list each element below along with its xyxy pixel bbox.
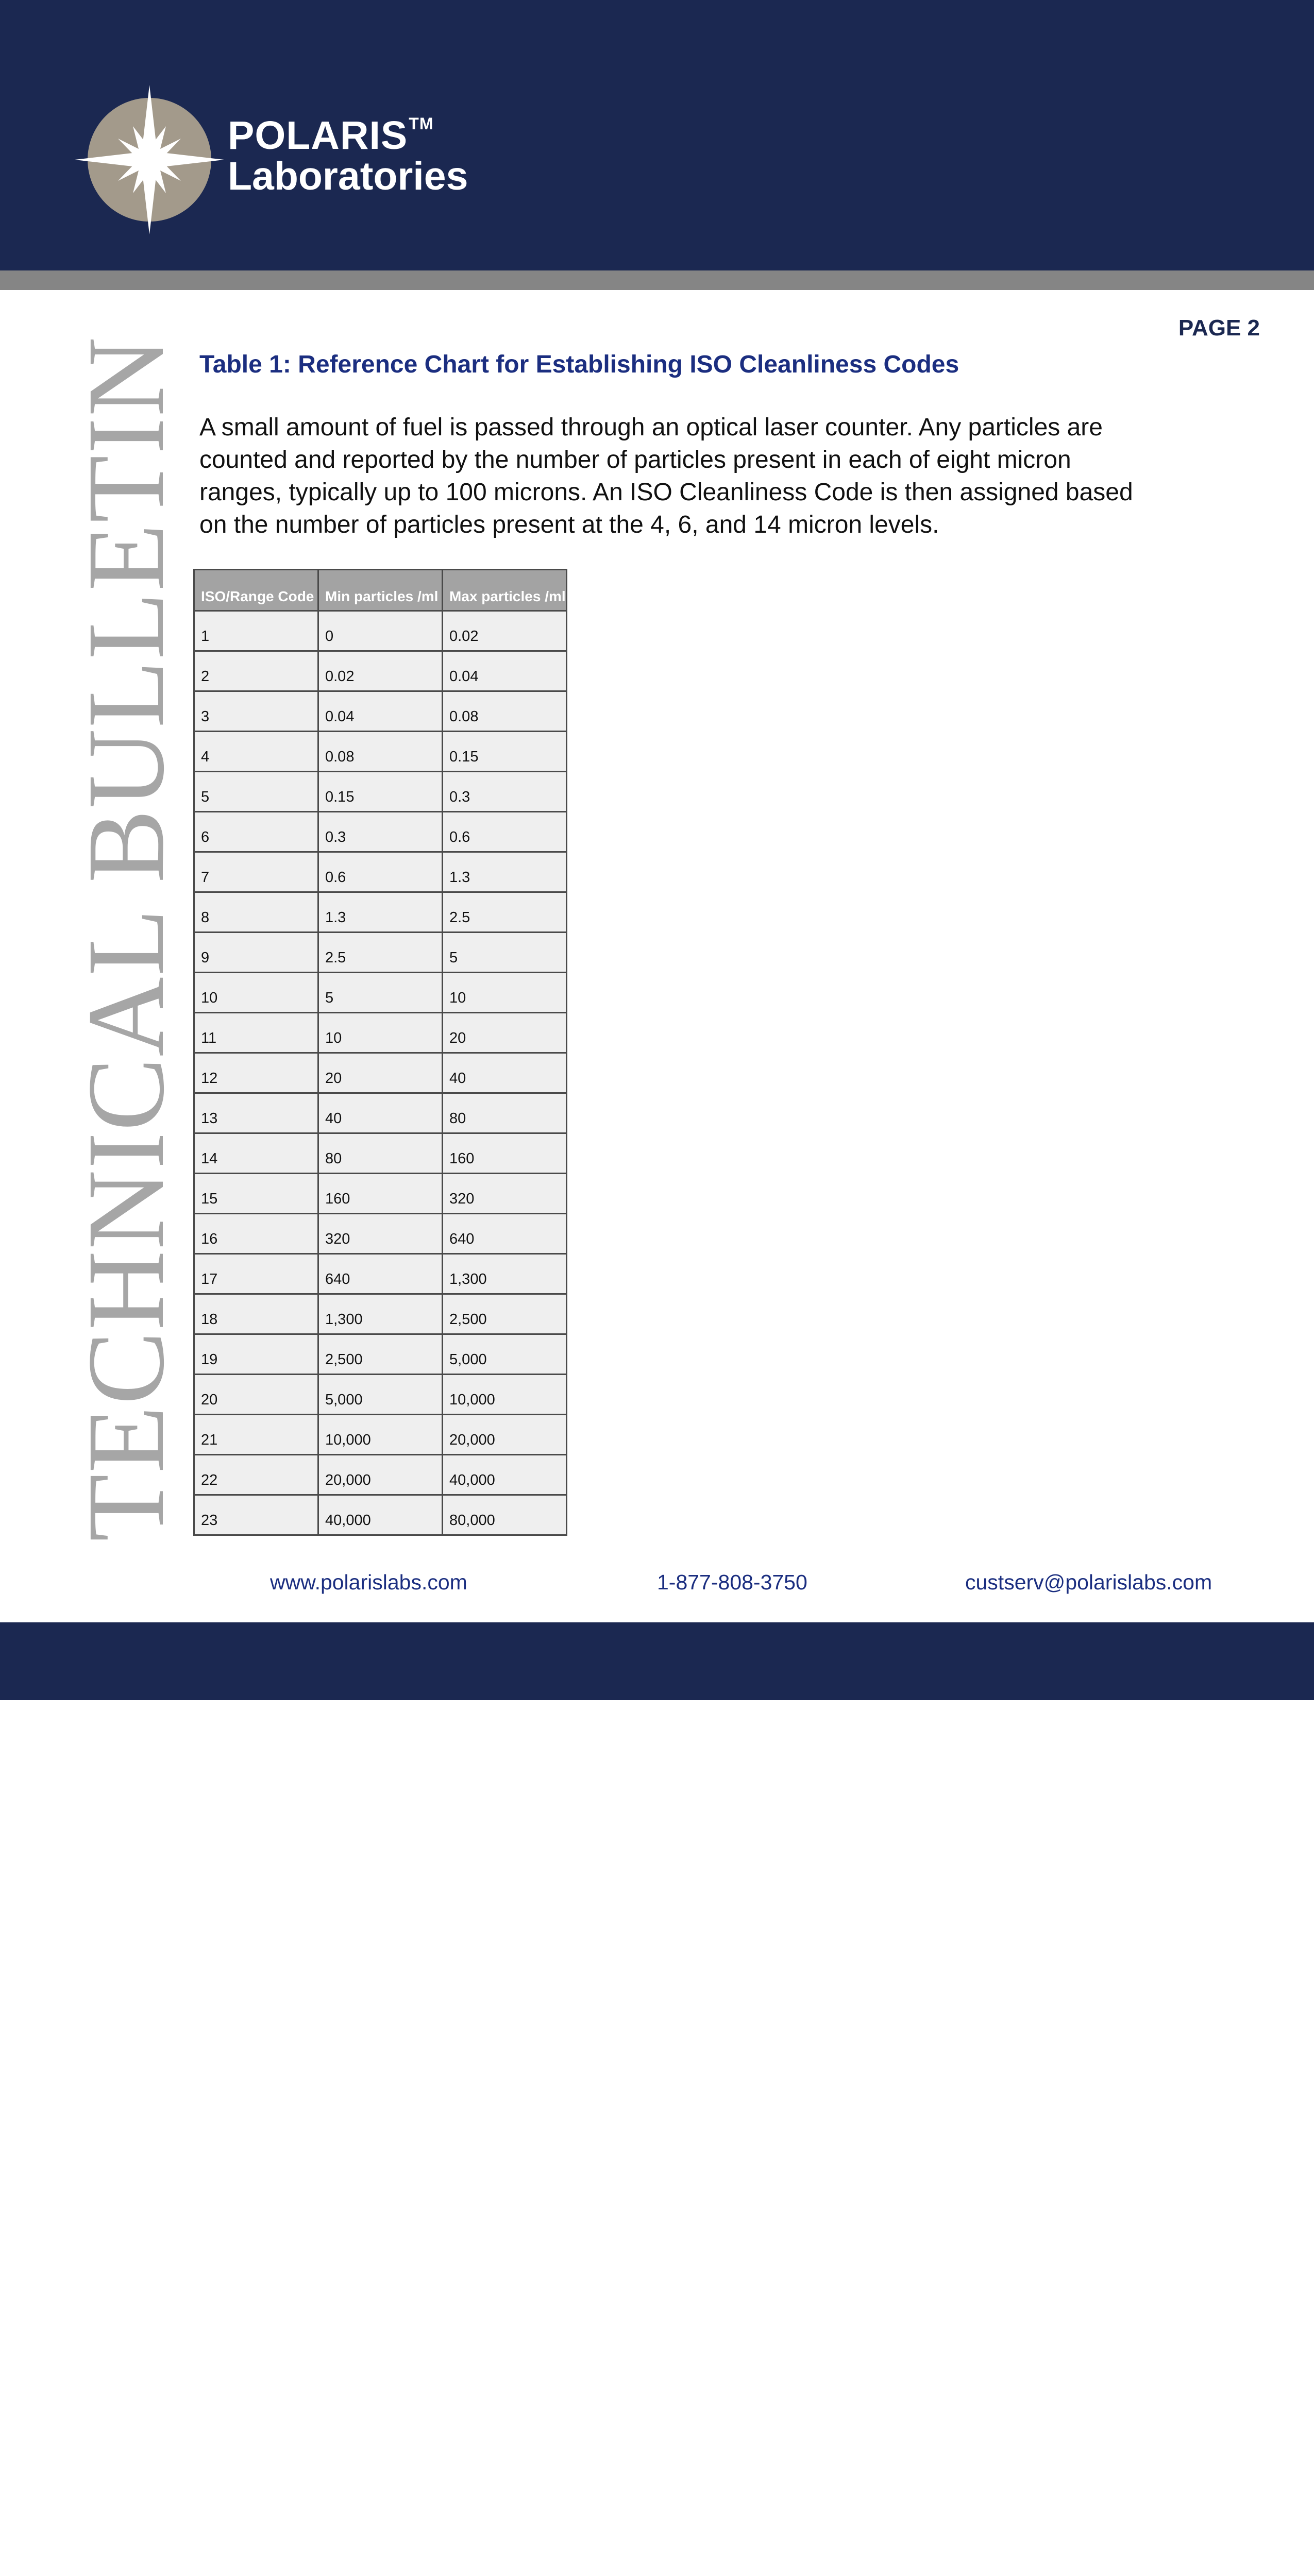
table-cell: 7 <box>194 852 318 892</box>
page-number: PAGE 2 <box>1178 315 1260 341</box>
table-row <box>194 1455 567 1495</box>
table-row <box>194 812 567 852</box>
table-cell: 14 <box>194 1133 318 1174</box>
table-cell: 80 <box>443 1093 567 1133</box>
table-cell: 1,300 <box>443 1254 567 1294</box>
table-row <box>194 1294 567 1334</box>
website-link[interactable]: www.polarislabs.com <box>270 1570 467 1594</box>
table-row <box>194 1375 567 1415</box>
table-cell: 10,000 <box>443 1375 567 1415</box>
table-cell: 2,500 <box>443 1294 567 1334</box>
table-cell: 3 <box>194 691 318 732</box>
table-row <box>194 1334 567 1375</box>
brand-subtitle: Laboratories <box>228 154 468 198</box>
intro-paragraph: A small amount of fuel is passed through an optical laser counter. Any particles are counted and reported by the number of particles present in each of eight micron ranges, typically up to 100 microns. An ISO Cleanliness Code is then assigned based on the number of particles present at the 4, 6, and 14 micron levels. <box>199 414 1133 538</box>
table-cell: 5 <box>194 772 318 812</box>
table-cell: 0 <box>318 611 443 651</box>
table-cell: 40,000 <box>318 1495 443 1535</box>
table-row <box>194 1133 567 1174</box>
table-body <box>194 611 567 1535</box>
table-cell: 1,300 <box>318 1294 443 1334</box>
table-cell: 40,000 <box>443 1455 567 1495</box>
table-row <box>194 1214 567 1254</box>
table-cell: 20,000 <box>443 1415 567 1455</box>
table-cell: 20 <box>194 1375 318 1415</box>
table-cell: 5 <box>443 933 567 973</box>
column-header: ISO/Range Code <box>194 570 318 611</box>
table-row <box>194 1495 567 1535</box>
table-row <box>194 732 567 772</box>
table-cell: 10 <box>318 1013 443 1053</box>
table-cell: 1.3 <box>443 852 567 892</box>
phone-number: 1-877-808-3750 <box>657 1570 807 1594</box>
table-cell: 15 <box>194 1174 318 1214</box>
table-row <box>194 973 567 1013</box>
table-cell: 320 <box>318 1214 443 1254</box>
table-row <box>194 1174 567 1214</box>
table-header-row <box>194 570 567 611</box>
table-cell: 12 <box>194 1053 318 1093</box>
table-row <box>194 892 567 933</box>
table-cell: 0.02 <box>318 651 443 691</box>
table-cell: 80 <box>318 1133 443 1174</box>
table-cell: 0.02 <box>443 611 567 651</box>
table-cell: 40 <box>318 1093 443 1133</box>
table-cell: 20,000 <box>318 1455 443 1495</box>
table-cell: 17 <box>194 1254 318 1294</box>
side-title-container <box>65 326 187 1552</box>
table-cell: 20 <box>443 1013 567 1053</box>
table-cell: 0.08 <box>443 691 567 732</box>
table-cell: 0.15 <box>318 772 443 812</box>
table-cell: 1.3 <box>318 892 443 933</box>
table-cell: 160 <box>318 1174 443 1214</box>
table-cell: 8 <box>194 892 318 933</box>
table-cell: 13 <box>194 1093 318 1133</box>
column-header: Min particles /ml <box>318 570 443 611</box>
table-row <box>194 1415 567 1455</box>
table-cell: 0.15 <box>443 732 567 772</box>
table-row <box>194 1254 567 1294</box>
table-cell: 0.6 <box>318 852 443 892</box>
table-row <box>194 611 567 651</box>
side-title: TECHNICAL BULLETIN <box>65 335 187 1542</box>
table-cell: 9 <box>194 933 318 973</box>
iso-cleanliness-table <box>193 569 567 1536</box>
table-cell: 11 <box>194 1013 318 1053</box>
table-cell: 4 <box>194 732 318 772</box>
table-cell: 1 <box>194 611 318 651</box>
table-row <box>194 1093 567 1133</box>
table-cell: 19 <box>194 1334 318 1375</box>
brand-trademark: TM <box>409 114 434 133</box>
table-title: Table 1: Reference Chart for Establishing ISO Cleanliness Codes <box>199 351 959 378</box>
table-cell: 10 <box>194 973 318 1013</box>
table-cell: 2,500 <box>318 1334 443 1375</box>
table-cell: 80,000 <box>443 1495 567 1535</box>
table-cell: 5 <box>318 973 443 1013</box>
table-cell: 2.5 <box>443 892 567 933</box>
table-cell: 2 <box>194 651 318 691</box>
column-header: Max particles /ml <box>443 570 567 611</box>
table-row <box>194 772 567 812</box>
table-row <box>194 651 567 691</box>
table-row <box>194 1053 567 1093</box>
brand-logo-text <box>228 113 468 198</box>
table-cell: 22 <box>194 1455 318 1495</box>
table-cell: 320 <box>443 1174 567 1214</box>
table-cell: 0.3 <box>443 772 567 812</box>
email-link[interactable]: custserv@polarislabs.com <box>965 1570 1212 1594</box>
table-cell: 640 <box>443 1214 567 1254</box>
table-row <box>194 933 567 973</box>
table-cell: 0.08 <box>318 732 443 772</box>
table-cell: 20 <box>318 1053 443 1093</box>
table-cell: 10,000 <box>318 1415 443 1455</box>
page-header <box>0 0 1314 270</box>
table-cell: 0.3 <box>318 812 443 852</box>
table-cell: 16 <box>194 1214 318 1254</box>
table-cell: 5,000 <box>318 1375 443 1415</box>
table-cell: 23 <box>194 1495 318 1535</box>
table-cell: 0.04 <box>443 651 567 691</box>
header-stripe <box>0 270 1314 290</box>
page-footer <box>0 1622 1314 1700</box>
table-row <box>194 1013 567 1053</box>
table-row <box>194 852 567 892</box>
table-cell: 18 <box>194 1294 318 1334</box>
table-cell: 6 <box>194 812 318 852</box>
table-cell: 40 <box>443 1053 567 1093</box>
table-cell: 21 <box>194 1415 318 1455</box>
table-row <box>194 691 567 732</box>
polaris-star-logo-icon <box>75 85 224 234</box>
table-cell: 10 <box>443 973 567 1013</box>
brand-name: POLARIS <box>228 113 408 158</box>
table-cell: 0.04 <box>318 691 443 732</box>
table-cell: 640 <box>318 1254 443 1294</box>
table-cell: 160 <box>443 1133 567 1174</box>
table-cell: 5,000 <box>443 1334 567 1375</box>
table-cell: 2.5 <box>318 933 443 973</box>
table-cell: 0.6 <box>443 812 567 852</box>
